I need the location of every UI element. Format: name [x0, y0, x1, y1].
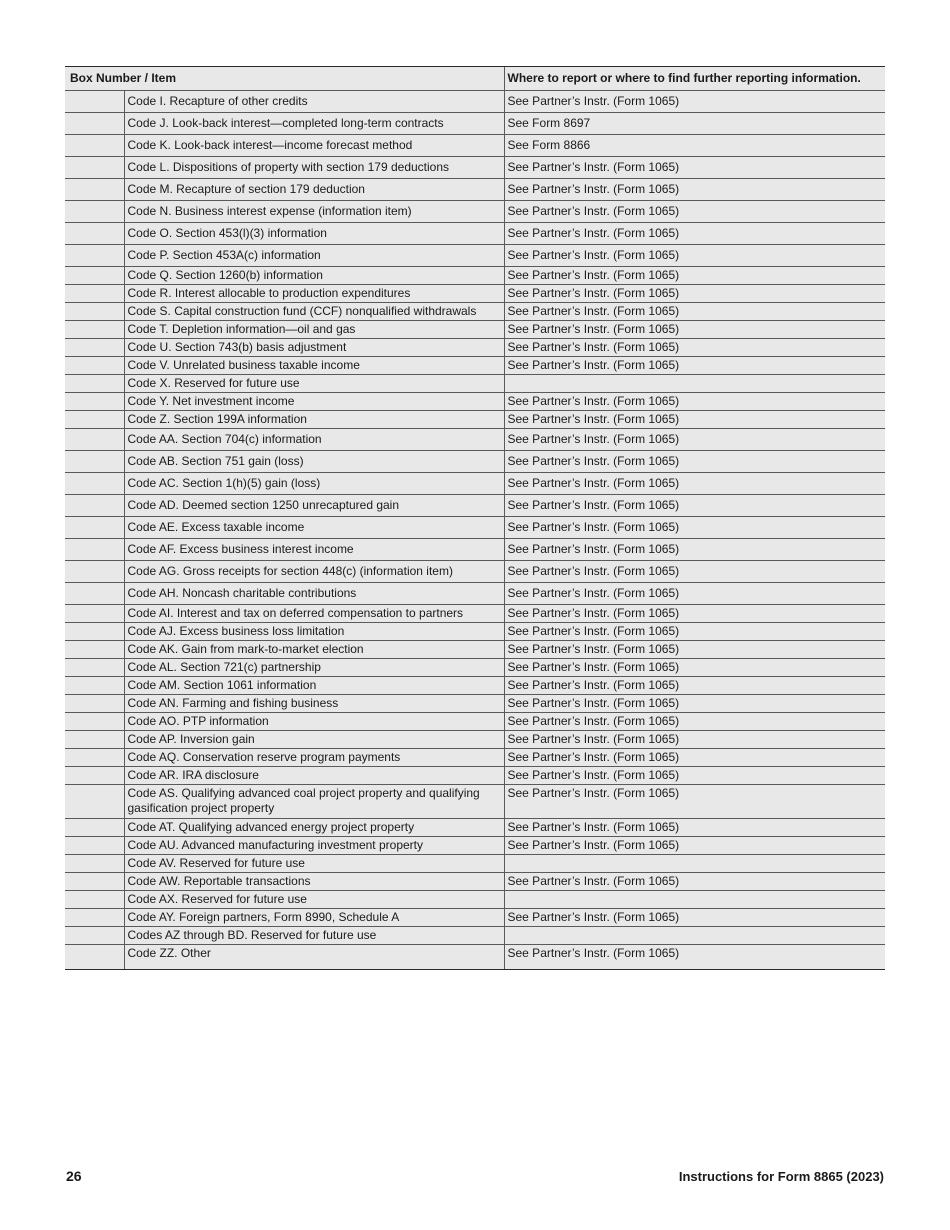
table-row — [65, 945, 885, 970]
table-row — [65, 641, 885, 659]
box-number-cell — [65, 695, 124, 713]
box-number-cell — [65, 785, 124, 819]
code-cell: Code AC. Section 1(h)(5) gain (loss) — [124, 473, 504, 495]
box-number-cell — [65, 837, 124, 855]
table-row — [65, 429, 885, 451]
header-where: Where to report or where to find further reporting information. — [504, 67, 885, 91]
where-to-report-cell: See Partner’s Instr. (Form 1065) — [504, 321, 885, 339]
box-number-cell — [65, 357, 124, 375]
code-cell: Code R. Interest allocable to production expenditures — [124, 285, 504, 303]
where-to-report-cell: See Partner’s Instr. (Form 1065) — [504, 201, 885, 223]
table-body — [65, 91, 885, 970]
where-to-report-cell: See Partner’s Instr. (Form 1065) — [504, 837, 885, 855]
box-number-cell — [65, 267, 124, 285]
table-row — [65, 605, 885, 623]
table-row — [65, 517, 885, 539]
box-number-cell — [65, 891, 124, 909]
code-cell: Code Q. Section 1260(b) information — [124, 267, 504, 285]
where-to-report-cell: See Partner’s Instr. (Form 1065) — [504, 429, 885, 451]
where-to-report-cell: See Partner’s Instr. (Form 1065) — [504, 495, 885, 517]
box-number-cell — [65, 113, 124, 135]
box-number-cell — [65, 713, 124, 731]
code-cell: Codes AZ through BD. Reserved for future use — [124, 927, 504, 945]
code-cell: Code AJ. Excess business loss limitation — [124, 623, 504, 641]
code-cell: Code I. Recapture of other credits — [124, 91, 504, 113]
box-number-cell — [65, 303, 124, 321]
where-to-report-cell: See Partner’s Instr. (Form 1065) — [504, 731, 885, 749]
table-row — [65, 411, 885, 429]
code-cell: Code AS. Qualifying advanced coal project property and qualifying gasification project property — [124, 785, 504, 819]
box-number-cell — [65, 321, 124, 339]
code-cell: Code AH. Noncash charitable contributions — [124, 583, 504, 605]
box-number-cell — [65, 605, 124, 623]
where-to-report-cell: See Partner’s Instr. (Form 1065) — [504, 517, 885, 539]
page-number: 26 — [66, 1168, 82, 1184]
codes-table — [65, 66, 885, 970]
box-number-cell — [65, 539, 124, 561]
where-to-report-cell: See Form 8697 — [504, 113, 885, 135]
table-row — [65, 157, 885, 179]
code-cell: Code AO. PTP information — [124, 713, 504, 731]
where-to-report-cell: See Partner’s Instr. (Form 1065) — [504, 245, 885, 267]
code-cell: Code S. Capital construction fund (CCF) nonqualified withdrawals — [124, 303, 504, 321]
document-title: Instructions for Form 8865 (2023) — [678, 1169, 884, 1184]
box-number-cell — [65, 561, 124, 583]
box-number-cell — [65, 767, 124, 785]
box-number-cell — [65, 583, 124, 605]
header-item: Box Number / Item — [65, 67, 504, 91]
where-to-report-cell: See Partner’s Instr. (Form 1065) — [504, 473, 885, 495]
where-to-report-cell: See Partner’s Instr. (Form 1065) — [504, 819, 885, 837]
code-cell: Code AF. Excess business interest income — [124, 539, 504, 561]
table-row — [65, 473, 885, 495]
where-to-report-cell: See Partner’s Instr. (Form 1065) — [504, 713, 885, 731]
table-row — [65, 357, 885, 375]
table-row — [65, 223, 885, 245]
where-to-report-cell: See Partner’s Instr. (Form 1065) — [504, 223, 885, 245]
where-to-report-cell — [504, 927, 885, 945]
table-row — [65, 927, 885, 945]
where-to-report-cell: See Partner’s Instr. (Form 1065) — [504, 393, 885, 411]
table-row — [65, 201, 885, 223]
box-number-cell — [65, 855, 124, 873]
code-cell: Code AA. Section 704(c) information — [124, 429, 504, 451]
box-number-cell — [65, 623, 124, 641]
table-row — [65, 855, 885, 873]
table-row — [65, 713, 885, 731]
table-row — [65, 339, 885, 357]
box-number-cell — [65, 517, 124, 539]
box-number-cell — [65, 677, 124, 695]
table-row — [65, 583, 885, 605]
box-number-cell — [65, 411, 124, 429]
code-cell: Code AU. Advanced manufacturing investment property — [124, 837, 504, 855]
where-to-report-cell: See Partner’s Instr. (Form 1065) — [504, 267, 885, 285]
table-row — [65, 91, 885, 113]
where-to-report-cell — [504, 855, 885, 873]
box-number-cell — [65, 819, 124, 837]
code-cell: Code Y. Net investment income — [124, 393, 504, 411]
code-cell: Code AR. IRA disclosure — [124, 767, 504, 785]
code-cell: Code T. Depletion information—oil and gas — [124, 321, 504, 339]
box-number-cell — [65, 285, 124, 303]
box-number-cell — [65, 473, 124, 495]
box-number-cell — [65, 375, 124, 393]
code-cell: Code AI. Interest and tax on deferred compensation to partners — [124, 605, 504, 623]
table-row — [65, 285, 885, 303]
code-cell: Code M. Recapture of section 179 deduction — [124, 179, 504, 201]
code-cell: Code AM. Section 1061 information — [124, 677, 504, 695]
table-row — [65, 393, 885, 411]
table-row — [65, 495, 885, 517]
box-number-cell — [65, 945, 124, 970]
where-to-report-cell: See Partner’s Instr. (Form 1065) — [504, 767, 885, 785]
table-row — [65, 451, 885, 473]
where-to-report-cell: See Partner’s Instr. (Form 1065) — [504, 623, 885, 641]
where-to-report-cell: See Partner’s Instr. (Form 1065) — [504, 873, 885, 891]
where-to-report-cell: See Partner’s Instr. (Form 1065) — [504, 285, 885, 303]
box-number-cell — [65, 245, 124, 267]
where-to-report-cell: See Partner’s Instr. (Form 1065) — [504, 357, 885, 375]
box-number-cell — [65, 223, 124, 245]
box-number-cell — [65, 451, 124, 473]
table-row — [65, 873, 885, 891]
code-cell: Code AQ. Conservation reserve program payments — [124, 749, 504, 767]
table-row — [65, 767, 885, 785]
code-cell: Code AY. Foreign partners, Form 8990, Schedule A — [124, 909, 504, 927]
code-cell: Code Z. Section 199A information — [124, 411, 504, 429]
where-to-report-cell — [504, 375, 885, 393]
table-row — [65, 785, 885, 819]
code-cell: Code AE. Excess taxable income — [124, 517, 504, 539]
table-row — [65, 179, 885, 201]
where-to-report-cell: See Partner’s Instr. (Form 1065) — [504, 945, 885, 970]
table-header-row — [65, 67, 885, 91]
code-cell: Code AP. Inversion gain — [124, 731, 504, 749]
table-row — [65, 659, 885, 677]
table-row — [65, 539, 885, 561]
where-to-report-cell: See Partner’s Instr. (Form 1065) — [504, 605, 885, 623]
where-to-report-cell: See Partner’s Instr. (Form 1065) — [504, 695, 885, 713]
where-to-report-cell: See Partner’s Instr. (Form 1065) — [504, 785, 885, 819]
code-cell: Code AT. Qualifying advanced energy project property — [124, 819, 504, 837]
box-number-cell — [65, 873, 124, 891]
where-to-report-cell — [504, 891, 885, 909]
table-row — [65, 303, 885, 321]
box-number-cell — [65, 641, 124, 659]
code-cell: Code AW. Reportable transactions — [124, 873, 504, 891]
code-cell: Code L. Dispositions of property with section 179 deductions — [124, 157, 504, 179]
where-to-report-cell: See Partner’s Instr. (Form 1065) — [504, 561, 885, 583]
where-to-report-cell: See Partner’s Instr. (Form 1065) — [504, 411, 885, 429]
box-number-cell — [65, 135, 124, 157]
code-cell: Code J. Look-back interest—completed long-term contracts — [124, 113, 504, 135]
where-to-report-cell: See Partner’s Instr. (Form 1065) — [504, 659, 885, 677]
where-to-report-cell: See Partner’s Instr. (Form 1065) — [504, 91, 885, 113]
code-cell: Code V. Unrelated business taxable income — [124, 357, 504, 375]
code-cell: Code AX. Reserved for future use — [124, 891, 504, 909]
where-to-report-cell: See Partner’s Instr. (Form 1065) — [504, 583, 885, 605]
box-number-cell — [65, 201, 124, 223]
box-number-cell — [65, 927, 124, 945]
table-row — [65, 749, 885, 767]
where-to-report-cell: See Partner’s Instr. (Form 1065) — [504, 157, 885, 179]
code-cell: Code AN. Farming and fishing business — [124, 695, 504, 713]
where-to-report-cell: See Partner’s Instr. (Form 1065) — [504, 339, 885, 357]
box-number-cell — [65, 91, 124, 113]
box-number-cell — [65, 731, 124, 749]
table-row — [65, 321, 885, 339]
table-row — [65, 819, 885, 837]
where-to-report-cell: See Partner’s Instr. (Form 1065) — [504, 539, 885, 561]
table-row — [65, 695, 885, 713]
where-to-report-cell: See Partner’s Instr. (Form 1065) — [504, 909, 885, 927]
table-row — [65, 677, 885, 695]
table-row — [65, 909, 885, 927]
box-number-cell — [65, 909, 124, 927]
where-to-report-cell: See Form 8866 — [504, 135, 885, 157]
code-cell: Code K. Look-back interest—income forecast method — [124, 135, 504, 157]
code-cell: Code AL. Section 721(c) partnership — [124, 659, 504, 677]
code-cell: Code ZZ. Other — [124, 945, 504, 970]
box-number-cell — [65, 339, 124, 357]
code-cell: Code P. Section 453A(c) information — [124, 245, 504, 267]
box-number-cell — [65, 495, 124, 517]
where-to-report-cell: See Partner’s Instr. (Form 1065) — [504, 749, 885, 767]
table-row — [65, 561, 885, 583]
box-number-cell — [65, 659, 124, 677]
code-cell: Code U. Section 743(b) basis adjustment — [124, 339, 504, 357]
table-row — [65, 731, 885, 749]
table-row — [65, 135, 885, 157]
box-number-cell — [65, 749, 124, 767]
box-number-cell — [65, 157, 124, 179]
box-number-cell — [65, 179, 124, 201]
code-cell: Code O. Section 453(l)(3) information — [124, 223, 504, 245]
table-row — [65, 375, 885, 393]
table-row — [65, 837, 885, 855]
where-to-report-cell: See Partner’s Instr. (Form 1065) — [504, 303, 885, 321]
code-cell: Code N. Business interest expense (information item) — [124, 201, 504, 223]
table-row — [65, 267, 885, 285]
code-cell: Code AG. Gross receipts for section 448(c) (information item) — [124, 561, 504, 583]
where-to-report-cell: See Partner’s Instr. (Form 1065) — [504, 451, 885, 473]
table-row — [65, 891, 885, 909]
table-row — [65, 113, 885, 135]
table-row — [65, 245, 885, 267]
box-number-cell — [65, 393, 124, 411]
code-cell: Code AB. Section 751 gain (loss) — [124, 451, 504, 473]
code-cell: Code X. Reserved for future use — [124, 375, 504, 393]
where-to-report-cell: See Partner’s Instr. (Form 1065) — [504, 641, 885, 659]
code-cell: Code AK. Gain from mark-to-market election — [124, 641, 504, 659]
code-cell: Code AV. Reserved for future use — [124, 855, 504, 873]
where-to-report-cell: See Partner’s Instr. (Form 1065) — [504, 179, 885, 201]
where-to-report-cell: See Partner’s Instr. (Form 1065) — [504, 677, 885, 695]
table-row — [65, 623, 885, 641]
box-number-cell — [65, 429, 124, 451]
code-cell: Code AD. Deemed section 1250 unrecaptured gain — [124, 495, 504, 517]
